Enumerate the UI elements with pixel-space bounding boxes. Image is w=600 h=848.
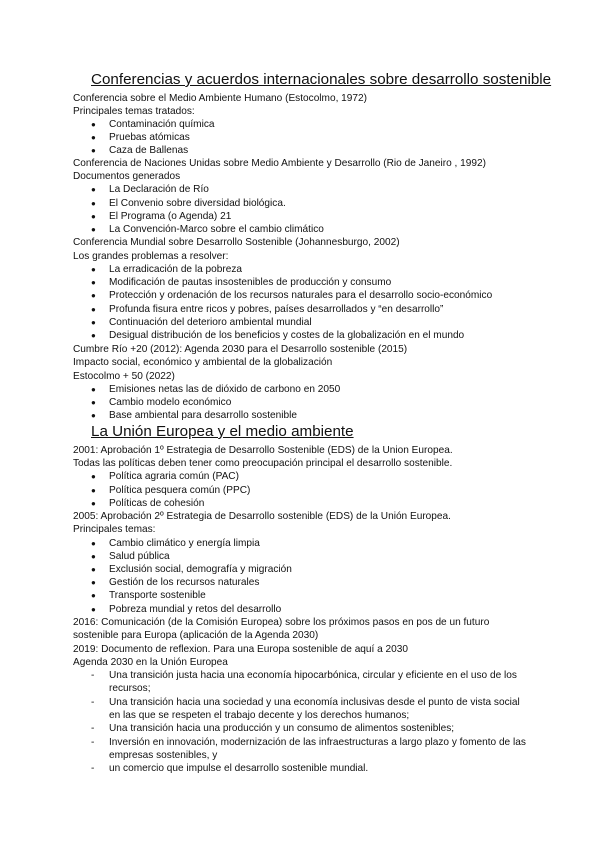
list-item-continuation: empresas sostenibles, y xyxy=(109,750,218,761)
list-item: El Programa (o Agenda) 21 xyxy=(109,211,232,222)
list-item: Una transición hacia una producción y un consumo de alimentos sostenibles; xyxy=(109,723,455,734)
paragraph-line: sostenible para Europa (aplicación de la Agenda 2030) xyxy=(73,630,319,641)
list-item: La Declaración de Río xyxy=(109,184,209,195)
milestone-heading: 2019: Documento de reflexion. Para una Europa sostenible de aquí a 2030 xyxy=(73,644,409,655)
list-item: Protección y ordenación de los recursos naturales para el desarrollo socio-económico xyxy=(109,290,493,301)
list-item: Contaminación química xyxy=(109,119,215,130)
list-item: Cambio climático y energía limpia xyxy=(109,538,260,549)
bullet-icon: ● xyxy=(91,199,96,208)
bullet-icon: ● xyxy=(91,278,96,287)
list-item: Transporte sostenible xyxy=(109,590,206,601)
list-item: Política agraria común (PAC) xyxy=(109,471,239,482)
bullet-icon: ● xyxy=(91,305,96,314)
list-intro: Principales temas: xyxy=(73,524,156,535)
list-item: Exclusión social, demografía y migración xyxy=(109,564,292,575)
bullet-icon: ● xyxy=(91,539,96,548)
section-title: Conferencias y acuerdos internacionales sobre desarrollo sostenible xyxy=(91,71,552,88)
bullet-icon: ● xyxy=(91,565,96,574)
list-item: Profunda fisura entre ricos y pobres, países desarrollados y “en desarrollo” xyxy=(109,304,444,315)
bullet-icon: ● xyxy=(91,120,96,129)
list-item: Una transición hacia una sociedad y una economía inclusivas desde el punto de vista social xyxy=(109,697,520,708)
bullet-icon: ● xyxy=(91,398,96,407)
dash-icon: - xyxy=(91,670,95,681)
bullet-icon: ● xyxy=(91,133,96,142)
list-item: Políticas de cohesión xyxy=(109,498,205,509)
dash-icon: - xyxy=(91,763,95,774)
list-intro: Los grandes problemas a resolver: xyxy=(73,251,229,262)
paragraph-line: Impacto social, económico y ambiental de la globalización xyxy=(73,357,333,368)
bullet-icon: ● xyxy=(91,411,96,420)
conference-heading: Conferencia de Naciones Unidas sobre Medio Ambiente y Desarrollo (Rio de Janeiro , 1992) xyxy=(73,158,486,169)
conference-heading: Conferencia Mundial sobre Desarrollo Sostenible (Johannesburgo, 2002) xyxy=(73,237,400,248)
list-item: Continuación del deterioro ambiental mundial xyxy=(109,317,312,328)
paragraph-line: Todas las políticas deben tener como preocupación principal el desarrollo sostenible. xyxy=(73,458,453,469)
list-item: Cambio modelo económico xyxy=(109,397,232,408)
list-item: La erradicación de la pobreza xyxy=(109,264,242,275)
bullet-icon: ● xyxy=(91,578,96,587)
list-item: Gestión de los recursos naturales xyxy=(109,577,260,588)
bullet-icon: ● xyxy=(91,605,96,614)
list-item: Pobreza mundial y retos del desarrollo xyxy=(109,604,282,615)
list-item: La Convención-Marco sobre el cambio climático xyxy=(109,224,324,235)
bullet-icon: ● xyxy=(91,265,96,274)
list-item: Una transición justa hacia una economía hipocarbónica, circular y eficiente en el uso de los xyxy=(109,670,517,681)
bullet-icon: ● xyxy=(91,486,96,495)
conference-heading: Conferencia sobre el Medio Ambiente Humano (Estocolmo, 1972) xyxy=(73,93,367,104)
bullet-icon: ● xyxy=(91,185,96,194)
bullet-icon: ● xyxy=(91,146,96,155)
list-item-continuation: en las que se respeten el trabajo decente y los derechos humanos; xyxy=(109,710,410,721)
dash-icon: - xyxy=(91,723,95,734)
conference-heading: Estocolmo + 50 (2022) xyxy=(73,371,175,382)
milestone-heading: 2001: Aprobación 1º Estrategia de Desarrollo Sostenible (EDS) de la Union Europea. xyxy=(73,445,453,456)
list-item: Pruebas atómicas xyxy=(109,132,190,143)
agenda-heading: Agenda 2030 en la Unión Europea xyxy=(73,657,228,668)
list-item: El Convenio sobre diversidad biológica. xyxy=(109,198,286,209)
list-item: Modificación de pautas insostenibles de producción y consumo xyxy=(109,277,392,288)
list-item: Salud pública xyxy=(109,551,170,562)
bullet-icon: ● xyxy=(91,212,96,221)
milestone-heading: 2005: Aprobación 2º Estrategia de Desarrollo sostenible (EDS) de la Unión Europea. xyxy=(73,511,451,522)
list-item: Caza de Ballenas xyxy=(109,145,189,156)
list-intro: Principales temas tratados: xyxy=(73,106,195,117)
conference-heading: Cumbre Río +20 (2012): Agenda 2030 para el Desarrollo sostenible (2015) xyxy=(73,344,408,355)
bullet-icon: ● xyxy=(91,225,96,234)
bullet-icon: ● xyxy=(91,331,96,340)
bullet-icon: ● xyxy=(91,499,96,508)
dash-icon: - xyxy=(91,737,95,748)
dash-icon: - xyxy=(91,697,95,708)
list-item: Desigual distribución de los beneficios y costes de la globalización en el mundo xyxy=(109,330,465,341)
milestone-heading: 2016: Comunicación (de la Comisión Europea) sobre los próximos pasos en pos de un futuro xyxy=(73,617,490,628)
list-item: Política pesquera común (PPC) xyxy=(109,485,251,496)
bullet-icon: ● xyxy=(91,552,96,561)
section-title: La Unión Europea y el medio ambiente xyxy=(91,423,354,440)
list-intro: Documentos generados xyxy=(73,171,181,182)
list-item-continuation: recursos; xyxy=(109,683,151,694)
bullet-icon: ● xyxy=(91,591,96,600)
list-item: Emisiones netas las de dióxido de carbono en 2050 xyxy=(109,384,341,395)
bullet-icon: ● xyxy=(91,472,96,481)
bullet-icon: ● xyxy=(91,318,96,327)
list-item: Inversión en innovación, modernización de las infraestructuras a largo plazo y fomento de las xyxy=(109,737,526,748)
bullet-icon: ● xyxy=(91,385,96,394)
list-item: Base ambiental para desarrollo sostenible xyxy=(109,410,297,421)
list-item: un comercio que impulse el desarrollo sostenible mundial. xyxy=(109,763,369,774)
bullet-icon: ● xyxy=(91,291,96,300)
